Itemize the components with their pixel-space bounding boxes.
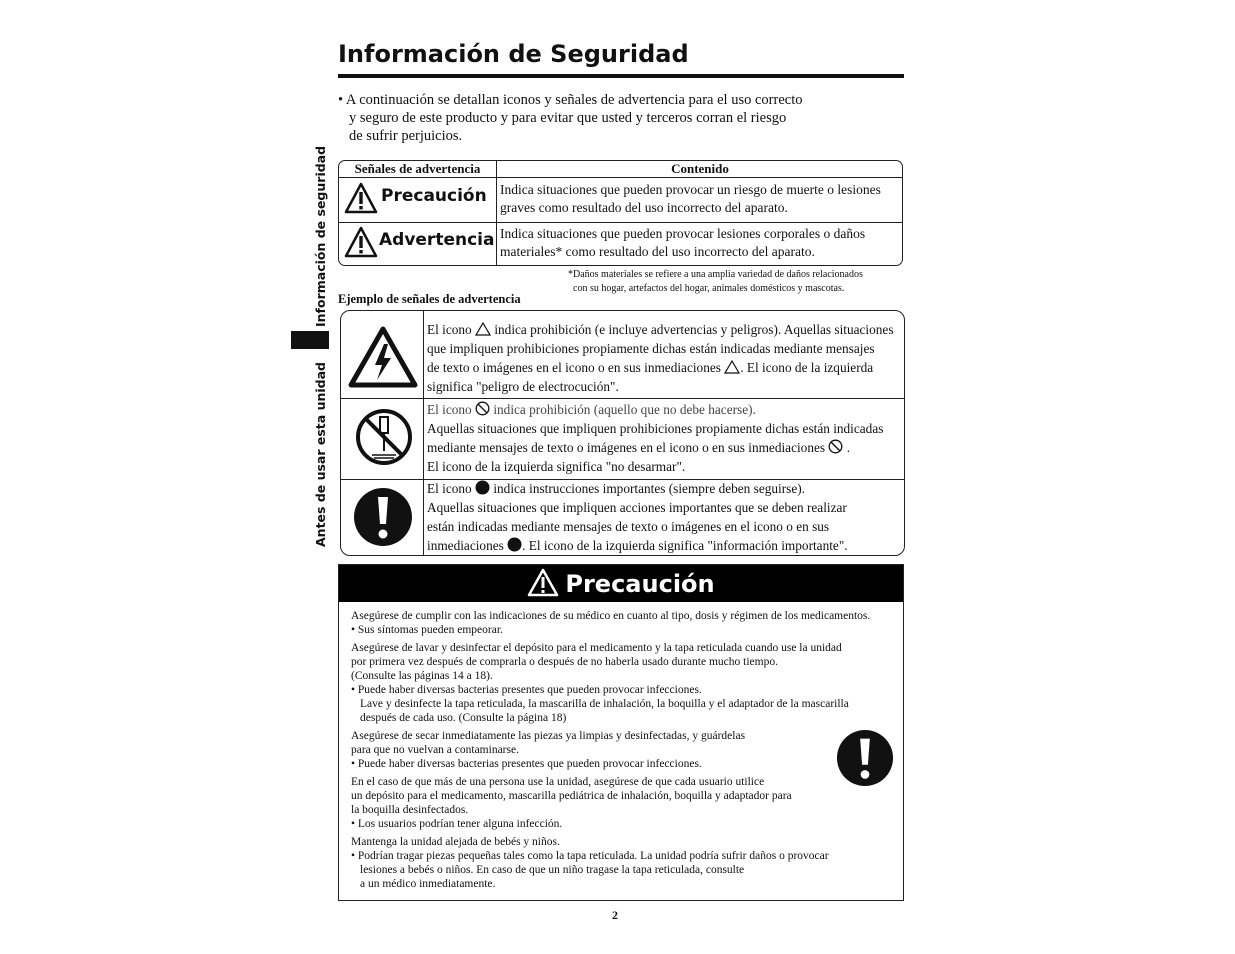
caution-line: Lave y desinfecte la tapa reticulada, la mascarilla de inhalación, la boquilla y el adaptador de la mascarilla [360, 698, 849, 710]
page-title: Información de Seguridad [338, 40, 689, 68]
example-text: de texto o imágenes en el icono o en sus inmediaciones [427, 360, 721, 375]
table-header-content: Contenido [671, 161, 729, 176]
example-electric-text [427, 320, 894, 396]
title-rule [338, 74, 904, 78]
example-text: indica prohibición (aquello que no debe hacerse). [493, 402, 756, 417]
page-number: 2 [612, 908, 618, 922]
mandatory-dot-icon [507, 537, 522, 552]
caution-body [351, 609, 896, 895]
column-divider [423, 311, 424, 556]
caution-paragraph [351, 729, 896, 771]
example-text: . El icono de la izquierda significa "información importante". [522, 538, 848, 553]
intro-text [338, 91, 878, 145]
signal-description-line: graves como resultado del uso incorrecto del aparato. [500, 200, 788, 215]
example-text: mediante mensajes de texto o imágenes en el icono o en sus inmediaciones [427, 440, 826, 455]
electric-shock-icon [348, 326, 418, 388]
example-text: indica instrucciones importantes (siempre deben seguirse). [493, 481, 805, 496]
warning-triangle-icon [344, 182, 378, 214]
caution-line: después de cada uso. (Consulte la página 18) [360, 712, 567, 724]
caution-line: Asegúrese de secar inmediatamente las piezas ya limpias y desinfectadas, y guárdelas [351, 730, 746, 742]
example-disassemble-text [427, 400, 883, 476]
caution-line: • Los usuarios podrían tener alguna infección. [351, 818, 563, 830]
side-tab-chapter-label: Antes de usar esta unidad [313, 362, 328, 547]
intro-line: de sufrir perjuicios. [349, 128, 463, 144]
caution-line: Asegúrese de cumplir con las indicaciones de su médico en cuanto al tipo, dosis y régimen de los medicamentos. [351, 610, 871, 622]
header-divider [339, 177, 903, 178]
row-divider [341, 398, 905, 399]
intro-line: • A continuación se detallan iconos y señales de advertencia para el uso correcto [338, 92, 803, 108]
mandatory-exclamation-icon [353, 487, 413, 547]
no-disassemble-icon [354, 407, 414, 467]
caution-line: la boquilla desinfectados. [351, 804, 469, 816]
signal-description-line: materiales* como resultado del uso incorrecto del aparato. [500, 244, 815, 259]
example-text: Aquellas situaciones que impliquen prohibiciones propiamente dichas están indicadas [427, 421, 884, 436]
example-text: inmediaciones [427, 538, 504, 553]
caution-paragraph [351, 775, 896, 831]
example-text: están indicadas mediante mensajes de texto o imágenes en el icono o en sus [427, 519, 830, 534]
intro-line: y seguro de este producto y para evitar que usted y terceros corran el riesgo [349, 110, 787, 126]
caution-heading [339, 565, 903, 602]
example-text: Aquellas situaciones que impliquen acciones importantes que se deben realizar [427, 500, 847, 515]
signal-description-line: Indica situaciones que pueden provocar lesiones corporales o daños [500, 226, 866, 241]
example-text: . El icono de la izquierda [740, 360, 874, 375]
side-tab-section-label: Información de seguridad [313, 145, 328, 327]
signal-label-advertencia: Advertencia [379, 230, 495, 250]
example-text: que impliquen prohibiciones propiamente dichas están indicadas mediante mensajes [427, 341, 875, 356]
caution-line: • Podrían tragar piezas pequeñas tales como la tapa reticulada. La unidad podría sufrir daños o provocar [351, 850, 829, 862]
example-text: El icono de la izquierda significa "no desarmar". [427, 459, 686, 474]
caution-line: • Puede haber diversas bacterias presentes que pueden provocar infecciones. [351, 684, 702, 696]
caution-triangle-icon [724, 360, 740, 374]
side-tab-marker [291, 331, 329, 349]
examples-heading: Ejemplo de señales de advertencia [338, 292, 521, 306]
example-text: El icono [427, 402, 472, 417]
mandatory-dot-icon [475, 480, 490, 495]
caution-line: para que no vuelvan a contaminarse. [351, 744, 519, 756]
warning-triangle-icon [527, 568, 559, 597]
caution-line: lesiones a bebés o niños. En caso de que un niño tragase la tapa reticulada, consulte [360, 864, 745, 876]
table-header-signal: Señales de advertencia [354, 161, 481, 176]
caution-panel [338, 564, 904, 901]
example-text: El icono [427, 481, 472, 496]
signal-label-precaucion: Precaución [381, 186, 487, 206]
caution-triangle-icon [475, 322, 491, 336]
caution-line: un depósito para el medicamento, mascarilla pediátrica de inhalación, boquilla y adaptador para [351, 790, 792, 802]
caution-line: En el caso de que más de una persona use la unidad, asegúrese de que cada usuario utilice [351, 776, 765, 788]
caution-line: por primera vez después de comprarla o después de no haberla usado durante mucho tiempo. [351, 656, 778, 668]
table-footnote [568, 268, 863, 296]
caution-line: (Consulte las páginas 14 a 18). [351, 670, 493, 682]
caution-line: Mantenga la unidad alejada de bebés y niños. [351, 836, 560, 848]
footnote-line: con su hogar, artefactos del hogar, animales domésticos y mascotas. [573, 283, 845, 294]
example-text: indica prohibición (e incluye advertencias y peligros). Aquellas situaciones [494, 322, 894, 337]
caution-heading-label: Precaución [565, 570, 715, 598]
warning-signals-table [338, 160, 903, 266]
prohibition-icon [475, 401, 490, 416]
warning-examples-box [340, 310, 905, 556]
row-divider [339, 222, 903, 223]
caution-paragraph [351, 835, 896, 891]
example-text: . [846, 440, 851, 455]
signal-description [500, 225, 865, 261]
signal-description [500, 181, 881, 217]
example-text: El icono [427, 322, 472, 337]
prohibition-icon [828, 439, 843, 454]
caution-paragraph [351, 609, 896, 637]
caution-line: Asegúrese de lavar y desinfectar el depósito para el medicamento y la tapa reticulada cuando use la unidad [351, 642, 842, 654]
caution-line: • Puede haber diversas bacterias presentes que pueden provocar infecciones. [351, 758, 702, 770]
footnote-line: *Daños materiales se refiere a una amplia variedad de daños relacionados [568, 269, 863, 280]
caution-line: a un médico inmediatamente. [360, 878, 496, 890]
caution-line: • Sus síntomas pueden empeorar. [351, 624, 503, 636]
warning-triangle-icon [344, 226, 378, 258]
example-mandatory-text [427, 479, 848, 555]
signal-description-line: Indica situaciones que pueden provocar un riesgo de muerte o lesiones [500, 182, 881, 197]
example-text: significa "peligro de electrocución". [427, 379, 619, 394]
caution-paragraph [351, 641, 896, 725]
